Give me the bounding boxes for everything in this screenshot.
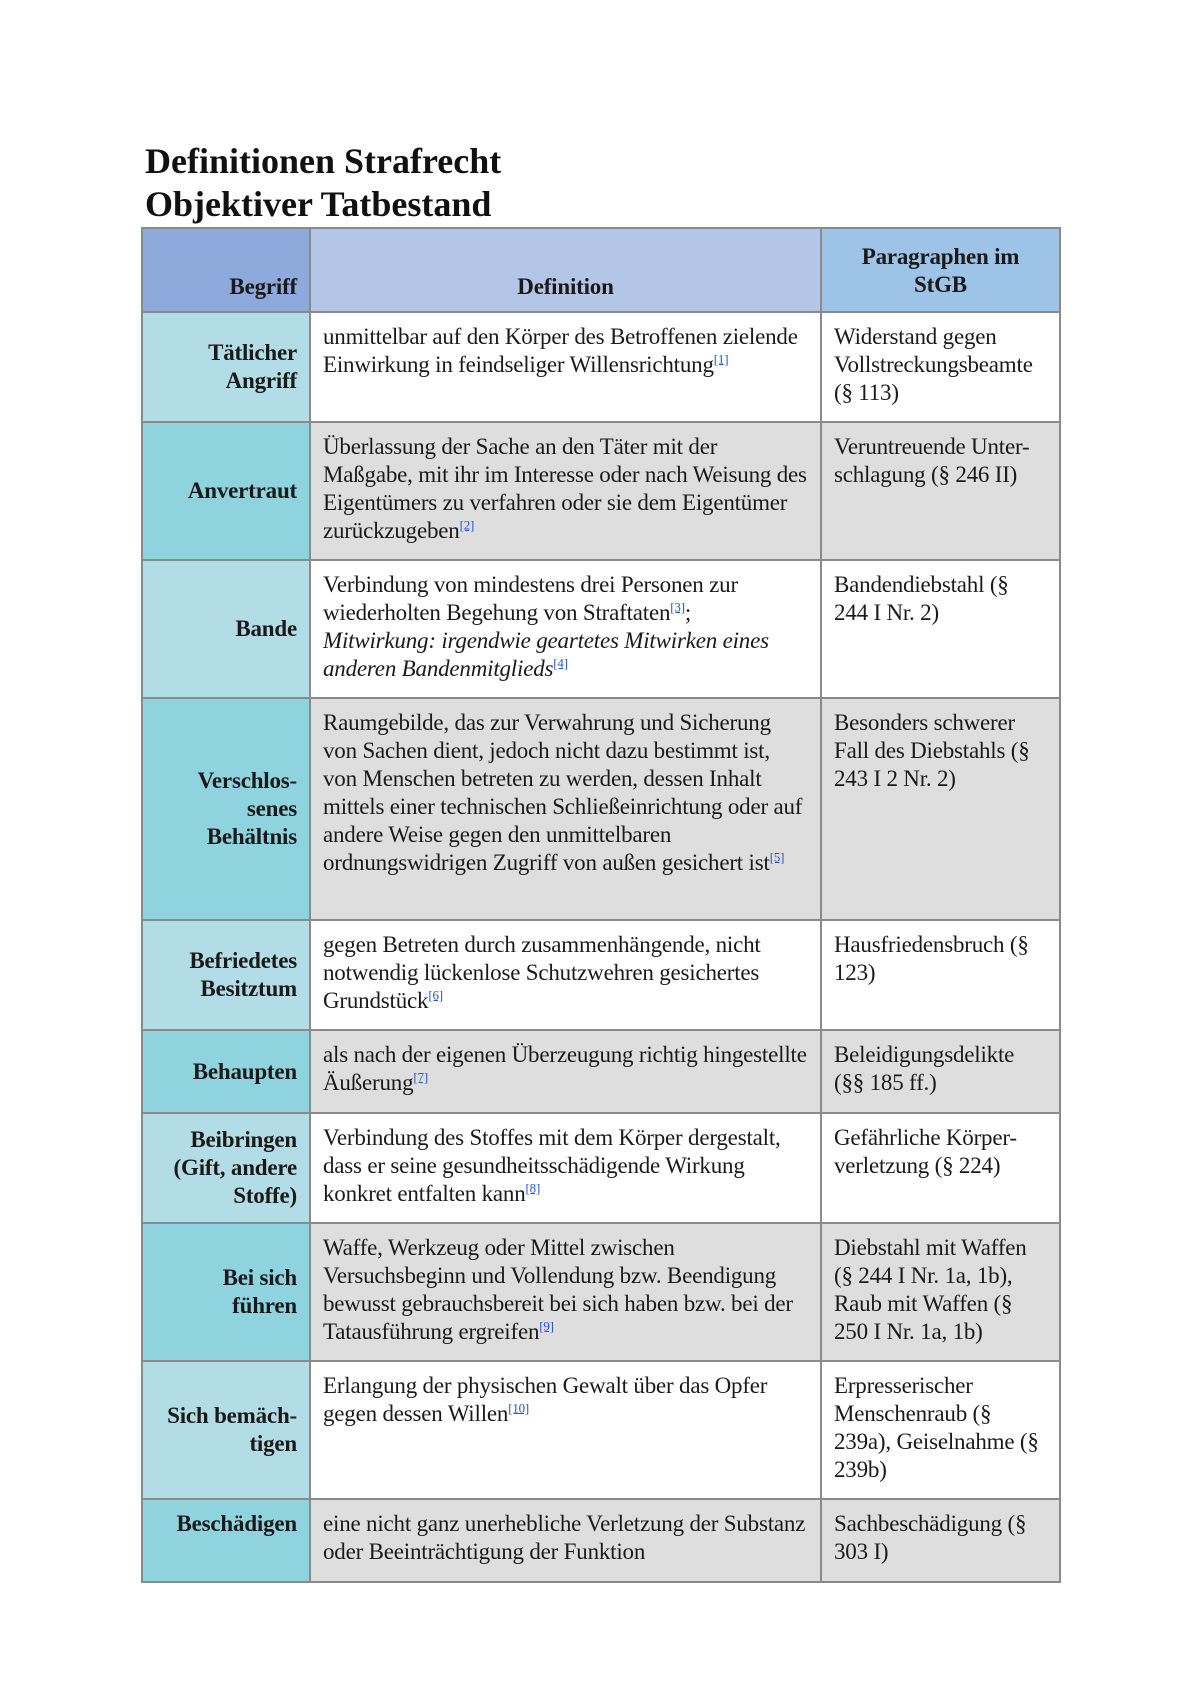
definition-text: Erlangung der physischen Gewalt über das Opfer gegen dessen Willen (323, 1373, 768, 1426)
row-definition (310, 422, 821, 560)
row-term: Anvertraut (142, 422, 310, 560)
definition-text: gegen Betreten durch zusammenhängende, nicht notwendig lückenlose Schutzwehren gesichertes Grundstück (323, 932, 761, 1013)
header-paragraphs: Paragraphen im StGB (821, 228, 1060, 312)
definition-text: Verbindung von mindestens drei Personen zur wiederholten Begehung von Straftaten (323, 572, 738, 625)
table-row (142, 1030, 1060, 1113)
table-row (142, 312, 1060, 422)
row-paragraph: Bandendiebstahl (§ 244 I Nr. 2) (821, 560, 1060, 698)
table-row (142, 1361, 1060, 1499)
footnote-link[interactable]: [7] (413, 1069, 428, 1085)
footnote-link[interactable]: [10] (508, 1400, 530, 1416)
table-row (142, 698, 1060, 920)
table-row (142, 422, 1060, 560)
row-term: Bei sich führen (142, 1223, 310, 1361)
row-paragraph: Besonders schwerer Fall des Diebstahls (§ 243 I 2 Nr. 2) (821, 698, 1060, 920)
table-row (142, 1113, 1060, 1223)
footnote-link[interactable]: [1] (713, 351, 729, 367)
row-definition (310, 920, 821, 1030)
definitions-table (141, 227, 1061, 1583)
row-definition (310, 1030, 821, 1113)
row-definition (310, 1223, 821, 1361)
footnote-link[interactable]: [2] (459, 517, 475, 533)
table-row (142, 1223, 1060, 1361)
row-term: Beibringen (Gift, andere Stoffe) (142, 1113, 310, 1223)
definition-text: Überlassung der Sache an den Täter mit der Maßgabe, mit ihr im Interesse oder nach Weisung des Eigentümers zu verfahren oder sie dem Eigentümer zurückzugeben (323, 434, 807, 543)
row-paragraph: Sachbeschädigung (§ 303 I) (821, 1499, 1060, 1582)
row-definition (310, 1361, 821, 1499)
footnote-link[interactable]: [3] (670, 599, 685, 615)
footnote-link[interactable]: [9] (539, 1318, 554, 1334)
definition-text: Verbindung des Stoffes mit dem Körper dergestalt, dass er seine gesundheitsschädigende Wirkung konkret entfalten kann (323, 1125, 781, 1206)
definition-italic-text: Mitwirkung: irgendwie geartetes Mitwirken eines anderen Bandenmitglieds (323, 628, 769, 681)
table-header-row (142, 228, 1060, 312)
row-term: Bande (142, 560, 310, 698)
definition-text: Raumgebilde, das zur Verwahrung und Sicherung von Sachen dient, jedoch nicht dazu bestimmt ist, von Menschen betreten zu werden, dessen Inhalt mittels einer technischen Schließeinrichtung oder auf andere Weise gegen den unmittelbaren ordnungswidrigen Zugriff von außen gesichert ist (323, 710, 803, 875)
row-definition (310, 1113, 821, 1223)
row-definition (310, 1499, 821, 1582)
row-paragraph: Veruntreuende Unter-schlagung (§ 246 II) (821, 422, 1060, 560)
definition-text: Waffe, Werkzeug oder Mittel zwischen Versuchsbeginn und Vollendung bzw. Beendigung bewusst gebrauchsbereit bei sich haben bzw. bei der Tatausführung ergreifen (323, 1235, 793, 1344)
row-term: Tätlicher Angriff (142, 312, 310, 422)
row-definition (310, 312, 821, 422)
footnote-link[interactable]: [6] (428, 987, 443, 1003)
row-term: Behaupten (142, 1030, 310, 1113)
row-term: Verschlos-senes Behältnis (142, 698, 310, 920)
row-term: Befriedetes Besitztum (142, 920, 310, 1030)
definition-text: unmittelbar auf den Körper des Betroffenen zielende Einwirkung in feindseliger Willensrichtung (323, 324, 798, 377)
title-line-2: Objektiver Tatbestand (145, 184, 492, 224)
row-term: Beschädigen (142, 1499, 310, 1582)
footnote-link[interactable]: [4] (553, 655, 568, 671)
table-row (142, 560, 1060, 698)
header-definition: Definition (310, 228, 821, 312)
row-paragraph: Hausfriedensbruch (§ 123) (821, 920, 1060, 1030)
row-paragraph: Gefährliche Körper-verletzung (§ 224) (821, 1113, 1060, 1223)
row-definition (310, 698, 821, 920)
row-paragraph: Diebstahl mit Waffen (§ 244 I Nr. 1a, 1b), Raub mit Waffen (§ 250 I Nr. 1a, 1b) (821, 1223, 1060, 1361)
header-term: Begriff (142, 228, 310, 312)
footnote-link[interactable]: [5] (769, 849, 785, 865)
title-line-1: Definitionen Strafrecht (145, 141, 502, 181)
footnote-link[interactable]: [8] (525, 1180, 541, 1196)
definition-separator: ; (684, 600, 692, 625)
row-paragraph: Erpresserischer Menschenraub (§ 239a), Geiselnahme (§ 239b) (821, 1361, 1060, 1499)
table-row (142, 1499, 1060, 1582)
page-title (145, 140, 501, 226)
row-paragraph: Beleidigungsdelikte (§§ 185 ff.) (821, 1030, 1060, 1113)
table-row (142, 920, 1060, 1030)
row-paragraph: Widerstand gegen Vollstreckungsbeamte (§ 113) (821, 312, 1060, 422)
definition-text: eine nicht ganz unerhebliche Verletzung der Substanz oder Beeinträchtigung der Funktion (323, 1511, 806, 1564)
row-definition (310, 560, 821, 698)
row-term: Sich bemäch-tigen (142, 1361, 310, 1499)
definition-text: als nach der eigenen Überzeugung richtig hingestellte Äußerung (323, 1042, 807, 1095)
